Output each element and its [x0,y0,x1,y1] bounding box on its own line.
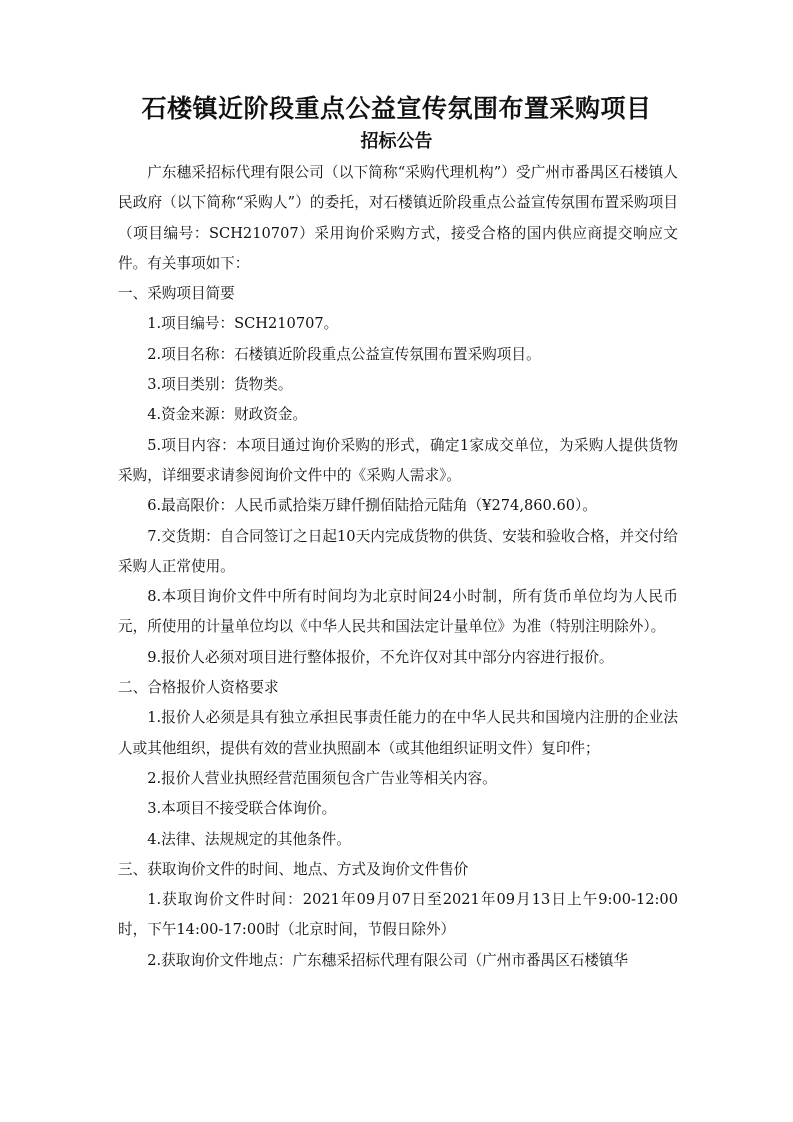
list-item: 3.项目类别：货物类。 [147,376,293,394]
document-body [118,158,678,976]
list-item: 3.本项目不接受联合体询价。 [147,800,337,818]
section-heading-obtain-documents: 三、获取询价文件的时间、地点、方式及询价文件售价 [118,860,469,878]
section-heading-procurement-summary: 一、采购项目简要 [118,285,235,303]
list-item: 2.获取询价文件地点：广东穗采招标代理有限公司（广州市番禺区石楼镇华 [147,951,629,969]
list-item: 2.项目名称：石楼镇近阶段重点公益宣传氛围布置采购项目。 [147,345,541,363]
list-item: 1.获取询价文件时间：2021年09月07日至2021年09月13日上午9:00-12:00时，下午14:00-17:00时（北京时间，节假日除外） [118,891,678,939]
list-item: 4.资金来源：财政资金。 [147,406,308,424]
list-item: 1.项目编号：SCH210707。 [147,315,339,333]
section-heading-qualification: 二、合格报价人资格要求 [118,679,279,697]
list-item: 6.最高限价：人民币贰拾柒万肆仟捌佰陆拾元陆角（¥274,860.60）。 [147,497,597,515]
intro-paragraph: 广东穗采招标代理有限公司（以下简称“采购代理机构”）受广州市番禺区石楼镇人民政府（以下简称“采购人”）的委托，对石楼镇近阶段重点公益宣传氛围布置采购项目（项目编号：SCH210707）采用询价采购方式，接受合格的国内供应商提交响应文件。有关事项如下： [118,164,678,272]
list-item: 8.本项目询价文件中所有时间均为北京时间24小时制，所有货币单位均为人民币元，所使用的计量单位均以《中华人民共和国法定计量单位》为准（特别注明除外）。 [118,588,678,636]
document-subtitle: 招标公告 [360,131,433,152]
list-item: 1.报价人必须是具有独立承担民事责任能力的在中华人民共和国境内注册的企业法人或其他组织，提供有效的营业执照副本（或其他组织证明文件）复印件； [118,709,678,757]
document-title: 石楼镇近阶段重点公益宣传氛围布置采购项目 [141,94,652,123]
list-item: 4.法律、法规规定的其他条件。 [147,830,351,848]
list-item: 2.报价人营业执照经营范围须包含广告业等相关内容。 [147,769,497,787]
list-item: 5.项目内容：本项目通过询价采购的形式，确定1家成交单位，为采购人提供货物采购，详细要求请参阅询价文件中的《采购人需求》。 [118,436,678,484]
list-item: 7.交货期：自合同签订之日起10天内完成货物的供货、安装和验收合格，并交付给采购人正常使用。 [118,527,678,575]
list-item: 9.报价人必须对项目进行整体报价，不允许仅对其中部分内容进行报价。 [147,648,614,666]
